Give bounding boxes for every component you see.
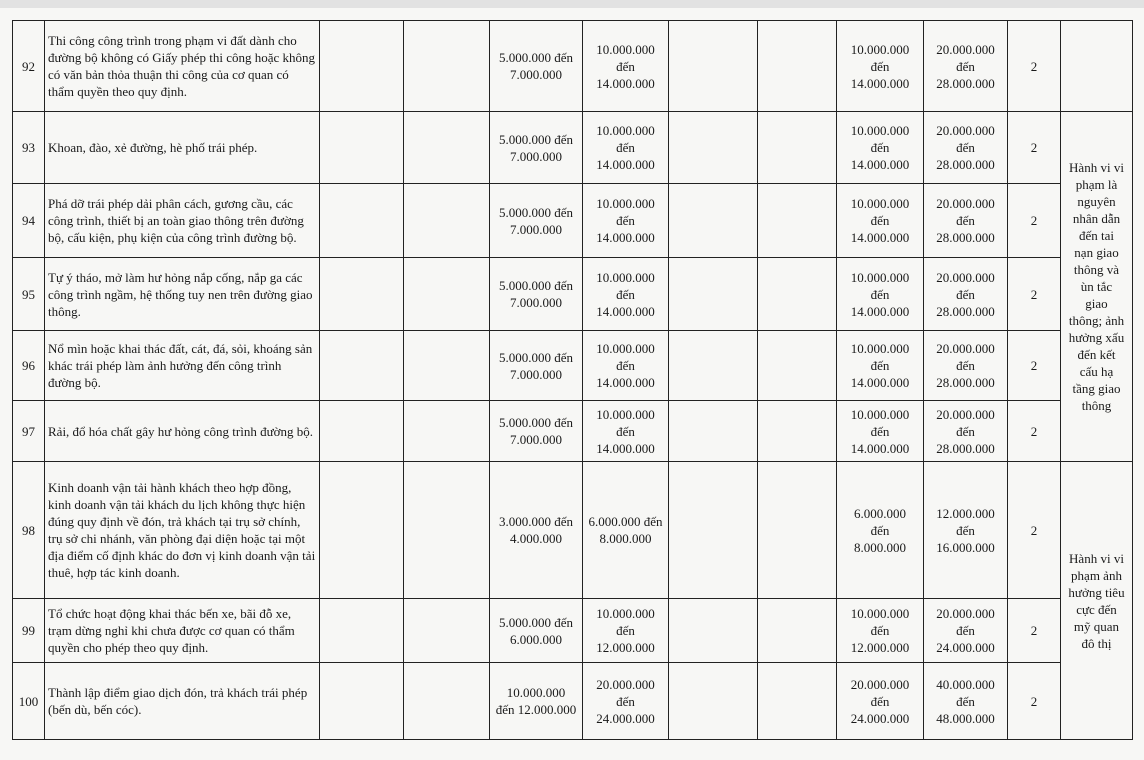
empty-cell — [404, 112, 490, 184]
empty-cell — [404, 599, 490, 663]
fine-range-proposed: 10.000.000 đến 12.000.000 — [583, 599, 669, 663]
fine-range-organization: 20.000.000 đến 28.000.000 — [924, 258, 1008, 331]
empty-cell — [320, 258, 404, 331]
empty-cell — [758, 21, 837, 112]
penalty-table — [12, 20, 1133, 740]
row-number: 92 — [13, 21, 45, 112]
empty-cell — [320, 401, 404, 462]
empty-cell — [758, 112, 837, 184]
row-number: 93 — [13, 112, 45, 184]
fine-range-individual: 10.000.000 đến 14.000.000 — [837, 331, 924, 401]
fine-range-proposed: 10.000.000 đến 14.000.000 — [583, 21, 669, 112]
row-number: 95 — [13, 258, 45, 331]
empty-cell — [404, 21, 490, 112]
violation-description: Tự ý tháo, mở làm hư hỏng nắp cống, nắp ga các công trình ngầm, hệ thống tuy nen trên đường giao thông. — [45, 258, 320, 331]
fine-range-organization: 12.000.000 đến 16.000.000 — [924, 462, 1008, 599]
multiplier-value: 2 — [1008, 462, 1061, 599]
multiplier-value: 2 — [1008, 21, 1061, 112]
fine-range-proposed: 6.000.000 đến 8.000.000 — [583, 462, 669, 599]
table-row — [13, 331, 1133, 401]
multiplier-value: 2 — [1008, 112, 1061, 184]
empty-cell — [758, 663, 837, 740]
fine-range-current: 10.000.000 đến 12.000.000 — [490, 663, 583, 740]
row-number: 97 — [13, 401, 45, 462]
empty-cell — [758, 184, 837, 258]
violation-description: Thành lập điểm giao dịch đón, trả khách trái phép (bến dù, bến cóc). — [45, 663, 320, 740]
fine-range-individual: 6.000.000 đến 8.000.000 — [837, 462, 924, 599]
empty-cell — [669, 112, 758, 184]
fine-range-current: 5.000.000 đến 6.000.000 — [490, 599, 583, 663]
empty-cell — [758, 331, 837, 401]
empty-cell — [758, 258, 837, 331]
fine-range-individual: 10.000.000 đến 14.000.000 — [837, 258, 924, 331]
violation-description: Nổ mìn hoặc khai thác đất, cát, đá, sỏi, khoáng sản khác trái phép làm ảnh hưởng đến công trình đường bộ. — [45, 331, 320, 401]
multiplier-value: 2 — [1008, 258, 1061, 331]
fine-range-organization: 20.000.000 đến 28.000.000 — [924, 184, 1008, 258]
fine-range-current: 5.000.000 đến 7.000.000 — [490, 331, 583, 401]
multiplier-value: 2 — [1008, 663, 1061, 740]
fine-range-current: 5.000.000 đến 7.000.000 — [490, 21, 583, 112]
empty-cell — [404, 184, 490, 258]
row-number: 96 — [13, 331, 45, 401]
multiplier-value: 2 — [1008, 599, 1061, 663]
fine-range-organization: 20.000.000 đến 28.000.000 — [924, 401, 1008, 462]
fine-range-individual: 10.000.000 đến 14.000.000 — [837, 401, 924, 462]
fine-range-current: 5.000.000 đến 7.000.000 — [490, 258, 583, 331]
fine-range-current: 3.000.000 đến 4.000.000 — [490, 462, 583, 599]
note-cell-empty — [1061, 21, 1133, 112]
fine-range-individual: 10.000.000 đến 14.000.000 — [837, 112, 924, 184]
multiplier-value: 2 — [1008, 331, 1061, 401]
fine-range-proposed: 10.000.000 đến 14.000.000 — [583, 258, 669, 331]
empty-cell — [669, 184, 758, 258]
fine-range-proposed: 10.000.000 đến 14.000.000 — [583, 331, 669, 401]
fine-range-proposed: 10.000.000 đến 14.000.000 — [583, 184, 669, 258]
violation-description: Tổ chức hoạt động khai thác bến xe, bãi đỗ xe, trạm dừng nghỉ khi chưa được cơ quan có thẩm quyền cho phép theo quy định. — [45, 599, 320, 663]
fine-range-organization: 20.000.000 đến 28.000.000 — [924, 112, 1008, 184]
empty-cell — [758, 599, 837, 663]
table-row — [13, 184, 1133, 258]
empty-cell — [404, 331, 490, 401]
empty-cell — [320, 21, 404, 112]
table-row — [13, 462, 1133, 599]
empty-cell — [758, 462, 837, 599]
fine-range-individual: 10.000.000 đến 12.000.000 — [837, 599, 924, 663]
empty-cell — [404, 663, 490, 740]
fine-range-individual: 10.000.000 đến 14.000.000 — [837, 21, 924, 112]
empty-cell — [404, 258, 490, 331]
empty-cell — [669, 663, 758, 740]
empty-cell — [320, 462, 404, 599]
empty-cell — [320, 112, 404, 184]
fine-range-proposed: 20.000.000 đến 24.000.000 — [583, 663, 669, 740]
note-group-urban-aesthetics: Hành vi vi phạm ảnh hưởng tiêu cực đến mỹ quan đô thị — [1061, 462, 1133, 740]
empty-cell — [320, 663, 404, 740]
multiplier-value: 2 — [1008, 401, 1061, 462]
note-group-traffic-safety: Hành vi vi phạm là nguyên nhân dẫn đến tai nạn giao thông và ùn tắc giao thông; ảnh hưởng xấu đến kết cấu hạ tầng giao thông — [1061, 112, 1133, 462]
empty-cell — [320, 599, 404, 663]
table-row — [13, 21, 1133, 112]
row-number: 99 — [13, 599, 45, 663]
fine-range-current: 5.000.000 đến 7.000.000 — [490, 184, 583, 258]
row-number: 98 — [13, 462, 45, 599]
empty-cell — [320, 184, 404, 258]
empty-cell — [320, 331, 404, 401]
fine-range-current: 5.000.000 đến 7.000.000 — [490, 112, 583, 184]
empty-cell — [669, 21, 758, 112]
fine-range-individual: 20.000.000 đến 24.000.000 — [837, 663, 924, 740]
empty-cell — [669, 258, 758, 331]
fine-range-organization: 20.000.000 đến 28.000.000 — [924, 331, 1008, 401]
violation-description: Thi công công trình trong phạm vi đất dành cho đường bộ không có Giấy phép thi công hoặc không có văn bản thỏa thuận thi công của cơ quan có thẩm quyền theo quy định. — [45, 21, 320, 112]
fine-range-individual: 10.000.000 đến 14.000.000 — [837, 184, 924, 258]
empty-cell — [669, 331, 758, 401]
violation-description: Khoan, đào, xẻ đường, hè phố trái phép. — [45, 112, 320, 184]
row-number: 100 — [13, 663, 45, 740]
table-row — [13, 258, 1133, 331]
table-row — [13, 599, 1133, 663]
fine-range-proposed: 10.000.000 đến 14.000.000 — [583, 112, 669, 184]
table-row — [13, 401, 1133, 462]
multiplier-value: 2 — [1008, 184, 1061, 258]
fine-range-current: 5.000.000 đến 7.000.000 — [490, 401, 583, 462]
empty-cell — [669, 599, 758, 663]
fine-range-organization: 20.000.000 đến 28.000.000 — [924, 21, 1008, 112]
fine-range-organization: 20.000.000 đến 24.000.000 — [924, 599, 1008, 663]
empty-cell — [669, 401, 758, 462]
empty-cell — [404, 462, 490, 599]
empty-cell — [404, 401, 490, 462]
empty-cell — [758, 401, 837, 462]
fine-range-proposed: 10.000.000 đến 14.000.000 — [583, 401, 669, 462]
violation-description: Phá dỡ trái phép dải phân cách, gương cầu, các công trình, thiết bị an toàn giao thông trên đường bộ, cấu kiện, phụ kiện của công trình đường bộ. — [45, 184, 320, 258]
row-number: 94 — [13, 184, 45, 258]
violation-description: Kinh doanh vận tải hành khách theo hợp đồng, kinh doanh vận tải khách du lịch không thực hiện đúng quy định về đón, trả khách tại trụ sở chính, trụ sở chi nhánh, văn phòng đại diện hoặc tại một địa điểm cố định khác do đơn vị kinh doanh vận tải thuê, hợp tác kinh doanh. — [45, 462, 320, 599]
top-scan-margin — [0, 0, 1144, 8]
table-row — [13, 663, 1133, 740]
fine-range-organization: 40.000.000 đến 48.000.000 — [924, 663, 1008, 740]
violation-description: Rải, đổ hóa chất gây hư hỏng công trình đường bộ. — [45, 401, 320, 462]
table-row — [13, 112, 1133, 184]
empty-cell — [669, 462, 758, 599]
